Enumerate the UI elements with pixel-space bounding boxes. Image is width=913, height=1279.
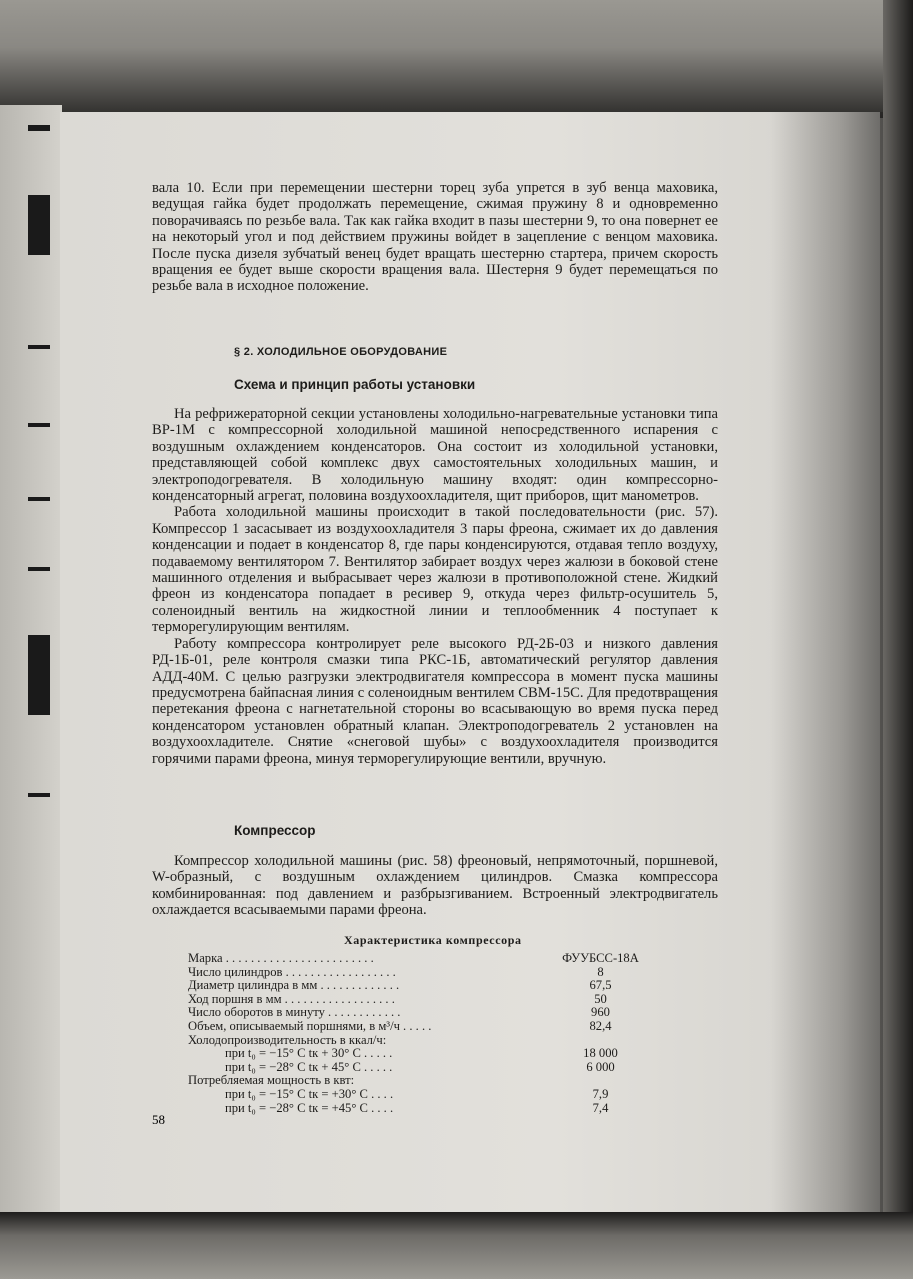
- table-row: [188, 993, 648, 1007]
- row-label: Марка . . . . . . . . . . . . . . . . . . . . . . . .: [188, 952, 374, 965]
- table-row: [188, 1061, 648, 1075]
- scan-background-top: [0, 0, 913, 118]
- row-value: 7,4: [592, 1100, 609, 1115]
- row-label: Число оборотов в минуту . . . . . . . . . . . .: [188, 1006, 401, 1020]
- edge-mark: [28, 497, 50, 501]
- scan-left-edge: [0, 105, 62, 1225]
- row-value: 7,9: [592, 1086, 609, 1101]
- row-value: 50: [594, 991, 607, 1006]
- table-row: [188, 952, 648, 966]
- edge-mark: [28, 423, 50, 427]
- row-label: Диаметр цилиндра в мм . . . . . . . . . . . . .: [188, 979, 400, 993]
- subheading-scheme: Схема и принцип работы установки: [234, 377, 476, 392]
- row-label: Число цилиндров . . . . . . . . . . . . . . . . . .: [188, 965, 396, 979]
- row-label: Потребляемая мощность в квт:: [188, 1074, 355, 1088]
- section-title: § 2. ХОЛОДИЛЬНОЕ ОБОРУДОВАНИЕ: [234, 346, 448, 358]
- page-content: [152, 180, 718, 1115]
- table-row: [188, 979, 648, 993]
- row-label: при t₀ = −28° С tк = +45° С . . . .: [225, 1101, 394, 1115]
- row-value: 18 000: [583, 1046, 618, 1061]
- row-label: Холодопроизводительность в ккал/ч:: [188, 1033, 387, 1047]
- paragraph-2: Работа холодильной машины происходит в такой последовательности (рис. 57). Компрессор 1 засасывает из воздухоохладителя 3 пары фреона, сжимает их до давления конденсации и подает в конденсатор 8, где пары конденсируются, отдавая тепло воздуху, подаваемому вентилятором 7. Вентилятор забирает воздух через жалюзи в боковой стене машинного отделения и выбрасывает через жалюзи в противоположной стене. Жидкий фреон из конденсатора попадает в ресивер 9, откуда через фильтр-осушитель 5, соленоидный вентиль на жидкостной линии и теплообменник 4 поступает к терморегулирующим вентилям.: [152, 504, 718, 636]
- section-body: [152, 406, 718, 767]
- row-label: при t₀ = −15° С tк = +30° С . . . .: [225, 1087, 394, 1101]
- scan-background-right: [883, 0, 913, 1279]
- spec-table: [188, 952, 648, 1115]
- row-value: ФУУБСС-18А: [562, 951, 639, 965]
- row-label: при t₀ = −15° С tк + 30° С . . . . .: [225, 1047, 393, 1061]
- table-row: [188, 1047, 648, 1061]
- edge-mark: [28, 793, 50, 797]
- compressor-body: [152, 853, 718, 919]
- row-label: Объем, описываемый поршнями, в м³/ч . . . . .: [188, 1019, 432, 1033]
- edge-mark: [28, 567, 50, 571]
- row-value: [553, 1074, 648, 1088]
- row-label: при t₀ = −28° С tк + 45° С . . . . .: [225, 1060, 393, 1074]
- page-number: 58: [152, 1112, 165, 1127]
- edge-mark: [28, 635, 50, 715]
- page-gutter-shadow: [770, 112, 890, 1220]
- table-row: [188, 1102, 648, 1116]
- row-value: 6 000: [586, 1059, 615, 1074]
- paragraph-4: Компрессор холодильной машины (рис. 58) фреоновый, непрямоточный, поршневой, W-образный, с воздушным охлаждением цилиндров. Смазка компрессора комбинированная: под давлением и разбрызгиванием. Встроенный электродвигатель охлаждается всасываемыми парами фреона.: [152, 853, 718, 919]
- row-value: [553, 1034, 648, 1048]
- row-value: 82,4: [589, 1018, 612, 1033]
- paragraph-3: Работу компрессора контролирует реле высокого РД-2Б-03 и низкого давления РД-1Б-01, реле контроля смазки типа РКС-1Б, автоматический регулятор давления АДД-40М. С целью разгрузки электродвигателя компрессора в момент пуска машины предусмотрена байпасная линия с соленоидным вентилем СВМ-15С. Для предотвращения перетекания фреона с нагнетательной стороны во всасывающую во время пуска перед конденсатором установлен обратный клапан. Электроподогреватель 2 установлен на воздухоохладителе. Снятие «снеговой шубы» с воздухоохладителя производится горячими парами фреона, минуя терморегулирующие вентили, вручную.: [152, 635, 718, 767]
- table-row: [188, 1020, 648, 1034]
- edge-mark: [28, 125, 50, 131]
- edge-mark: [28, 195, 50, 255]
- row-value: 67,5: [589, 978, 612, 993]
- table-row: [188, 1074, 648, 1088]
- row-value: 960: [591, 1005, 610, 1020]
- row-value: 8: [597, 964, 604, 979]
- edge-mark: [28, 345, 50, 349]
- table-row: [188, 1088, 648, 1102]
- table-row: [188, 966, 648, 980]
- scan-background-bottom: [0, 1212, 913, 1279]
- paragraph-1: На рефрижераторной секции установлены холодильно-нагревательные установки типа ВР-1М с компрессорной холодильной машиной непосредственного испарения с воздушным охлаждением конденсаторов. Она состоит из холодильной установки, представляющей собой комплекс двух самостоятельных холодильных машин, и электроподогревателя. В холодильную машину входят: один компрессорно-конденсаторный агрегат, половина воздухоохладителя, щит приборов, щит манометров.: [152, 406, 718, 505]
- table-row: [188, 1034, 648, 1048]
- table-row: [188, 1006, 648, 1020]
- paragraph-intro: вала 10. Если при перемещении шестерни торец зуба упрется в зуб венца маховика, ведущая гайка будет продолжать перемещение, сжимая пружину 8 и одновременно поворачиваясь по резьбе вала. Так как гайка входит в пазы шестерни 9, то она повернет ее на некоторый угол и под действием пружины войдет в зацепление с венцом маховика. После пуска дизеля зубчатый венец будет вращать шестерню стартера, причем скорость вращения ее будет выше скорости вращения вала. Шестерня 9 будет перемещаться по резьбе вала в исходное положение.: [152, 180, 718, 295]
- subheading-compressor: Компрессор: [234, 823, 316, 838]
- row-label: Ход поршня в мм . . . . . . . . . . . . . . . . . .: [188, 992, 395, 1006]
- table-title: Характеристика компрессора: [344, 933, 522, 947]
